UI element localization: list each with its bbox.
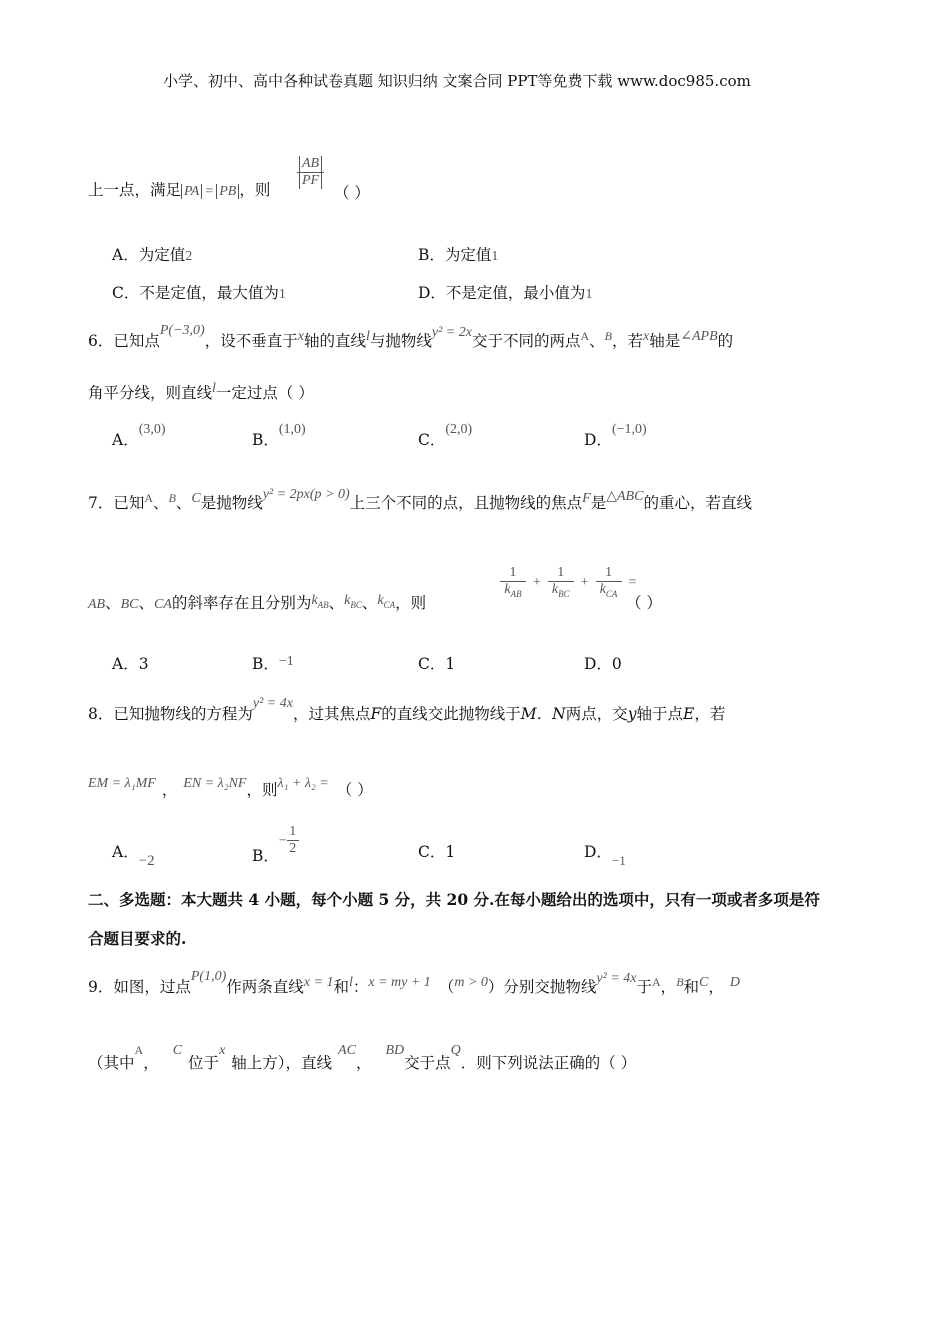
q7-k-ab — [311, 593, 328, 608]
q9-line-eq: x = my + 1 — [368, 975, 431, 990]
q8-opt-b-minus: − — [278, 833, 287, 849]
q9-A2: A — [134, 1043, 144, 1057]
q6-opt-c-label: C． — [418, 431, 446, 449]
q7-option-b — [252, 652, 294, 674]
q7-t6: ，则 — [395, 594, 427, 612]
q8-line1 — [88, 696, 726, 724]
q6-option-c — [418, 422, 473, 450]
q7-CA: CA — [154, 597, 172, 612]
q8-t5: ，若 — [694, 705, 726, 723]
q7-k2: k — [344, 593, 351, 608]
q8-opt-d-label: D． — [584, 843, 612, 861]
page-header: 小学、初中、高中各种试卷真题 知识归纳 文案合同 PPT等免费下载 www.doc985.com — [163, 72, 751, 90]
q6-point-p: P(−3,0) — [159, 323, 205, 338]
q8-line2 — [88, 778, 373, 800]
q7-s5: 、 — [328, 594, 345, 612]
q5-opt-c-val: 1 — [278, 287, 286, 302]
q7-s3: 、 — [105, 594, 121, 612]
q5-eq: = — [205, 184, 214, 199]
q7-frac-1-sub: AB — [510, 588, 522, 599]
q6-sep: 、 — [589, 332, 605, 350]
q9-x2: x — [219, 1043, 226, 1058]
q8-t1: ，过其焦点 — [292, 705, 371, 723]
q9-c3: ， — [143, 1054, 159, 1072]
q7-paren: （ ） — [626, 594, 662, 612]
q7-frac-2-k: k — [551, 582, 559, 597]
q8-eq2: EN = λ₂NF — [183, 776, 247, 791]
q7-equals: = — [628, 574, 637, 590]
q9-l2-e: ．则下列说法正确的（ ） — [460, 1054, 637, 1072]
q6-t4: 交于不同的两点 — [471, 332, 581, 350]
q7-sum-fraction — [500, 565, 636, 599]
q6-opt-a-val: (3,0) — [138, 422, 166, 437]
q9-l: l — [348, 975, 353, 990]
q7-opt-b-label: B． — [252, 655, 279, 673]
q7-k2-sub: BC — [350, 599, 362, 610]
q9-D: D — [729, 975, 741, 990]
section2-title-line1: 二、多选题：本大题共 4 小题，每个小题 5 分，共 20 分.在每小题给出的选项中，只有一项或者多项是符 — [88, 890, 820, 909]
q7-frac-3-num: 1 — [605, 565, 613, 580]
q6-opt-a-label: A． — [112, 431, 139, 449]
q7-plus-2: + — [580, 574, 589, 590]
q7-option-a: A．3 — [112, 655, 149, 673]
q7-frac-1-den — [500, 582, 526, 599]
q7-frac-1 — [500, 565, 526, 599]
q7-A: A — [144, 491, 154, 505]
q5-fraction — [297, 156, 324, 189]
q7-s4: 、 — [138, 594, 155, 612]
q7-frac-2 — [548, 565, 574, 599]
q5-stem-prefix: 上一点，满足 — [88, 181, 182, 199]
q8-t2: 的直线交此抛物线于 — [381, 705, 521, 723]
q8-F: F — [370, 705, 382, 723]
q7-frac-3-den — [596, 582, 622, 599]
q9-l2-b: 位于 — [188, 1054, 220, 1072]
q8-opt-b-num: 1 — [289, 824, 297, 839]
q5-opt-b-val: 1 — [491, 249, 499, 264]
q9-c2: ， — [708, 978, 724, 996]
q7-AB: AB — [88, 597, 106, 612]
q6-opt-d-label: D． — [584, 431, 612, 449]
q9-C: C — [699, 975, 709, 990]
q5-paren: （ ） — [334, 184, 370, 202]
q7-C: C — [191, 491, 201, 506]
q6-opt-d-val: (−1,0) — [611, 422, 647, 437]
q6-opt-b-label: B． — [252, 431, 279, 449]
q7-frac-2-den — [548, 582, 574, 599]
q7-frac-2-sub: BC — [558, 588, 570, 599]
q6-l2: l — [212, 381, 216, 396]
q7-k1: k — [311, 593, 318, 608]
q5-frac-num — [299, 156, 322, 172]
q9-l2-c: 轴上方），直线 — [231, 1054, 333, 1072]
q8-option-a — [112, 840, 155, 869]
q5-frac-num-text: AB — [302, 156, 320, 171]
q5-option-d — [418, 281, 592, 303]
q7-F: F — [582, 491, 591, 506]
q6-x: x — [297, 329, 304, 344]
q6-A: A — [580, 329, 590, 343]
q6-B: B — [604, 329, 612, 343]
q9-B: B — [676, 975, 684, 989]
q5-opt-a-label: A．为定值 — [112, 246, 186, 264]
q9-line2 — [88, 1043, 637, 1073]
q5-option-c — [112, 281, 286, 303]
q6-line2-b: 一定过点（ ） — [215, 384, 314, 402]
q9-t2: 和 — [333, 978, 349, 996]
q8-t3: 两点，交 — [565, 705, 628, 723]
q7-frac-1-num: 1 — [509, 565, 517, 580]
q7-t2: 上三个不同的点，且抛物线的焦点 — [349, 494, 583, 512]
q9-parabola: y² = 4x — [596, 971, 637, 986]
q6-t1: ，设不垂直于 — [204, 332, 298, 350]
q9-AC: AC — [338, 1043, 356, 1058]
q5-stem — [88, 178, 270, 200]
q9-cond-open: （ — [438, 978, 455, 996]
q9-cond: m > 0 — [454, 975, 488, 990]
q5-pa: PA — [184, 184, 200, 199]
q7-t4: 的重心，若直线 — [643, 494, 752, 512]
q6-option-a — [112, 422, 166, 450]
q6-angle: ∠APB — [680, 329, 718, 344]
q8-opt-a-val: −2 — [138, 853, 155, 869]
q9-colon: ： — [352, 978, 369, 996]
q5-pb: PB — [219, 184, 237, 199]
q6-option-d — [584, 422, 647, 450]
q8-MN: M．N — [520, 705, 566, 723]
q5-option-a — [112, 243, 192, 265]
q9-t4: 和 — [683, 978, 700, 996]
q9-t1: 作两条直线 — [226, 978, 304, 996]
q9-Q: Q — [450, 1043, 461, 1058]
q8-opt-b-den: 2 — [289, 841, 297, 856]
q9-l2-d: 交于点 — [404, 1054, 451, 1072]
q8-option-b — [252, 824, 299, 865]
q5-opt-d-val: 1 — [585, 287, 593, 302]
q7-option-c: C．1 — [418, 655, 456, 673]
q5-opt-b-label: B．为定值 — [418, 246, 492, 264]
q9-x1: x = 1 — [303, 975, 334, 990]
q9-l2-a: （其中 — [88, 1054, 135, 1072]
q5-opt-c-label: C．不是定值，最大值为 — [112, 284, 279, 302]
q5-then: ，则 — [239, 181, 271, 199]
q6-x2: x — [643, 329, 650, 344]
section2-title-line2: 合题目要求的. — [88, 929, 187, 948]
q8-y: y — [627, 705, 637, 723]
q8-opt-b-frac — [287, 824, 299, 857]
q9-BD: BD — [385, 1043, 405, 1058]
q7-option-d: D．0 — [584, 655, 622, 673]
q5-frac-den — [299, 173, 322, 189]
q6-opt-b-val: (1,0) — [278, 422, 306, 437]
q9-t3: 于 — [636, 978, 652, 996]
q7-frac-3-k: k — [599, 582, 606, 597]
q6-line2 — [88, 381, 314, 403]
q5-opt-a-val: 2 — [185, 249, 193, 264]
q6-option-b — [252, 422, 306, 450]
q7-t3: 是 — [590, 494, 607, 512]
q7-parabola: y² = 2px(p > 0) — [262, 487, 350, 502]
q7-s1: 、 — [153, 494, 169, 512]
q7-opt-b-val: −1 — [278, 654, 294, 669]
q8-t4: 轴于点 — [636, 705, 683, 723]
q8-option-d — [584, 840, 626, 868]
q5-opt-d-label: D．不是定值，最小值为 — [418, 284, 586, 302]
q7-frac-3 — [596, 565, 622, 599]
q7-frac-1-k: k — [504, 582, 511, 597]
q6-opt-c-val: (2,0) — [445, 422, 473, 437]
q8-num: 8．已知抛物线的方程为 — [88, 705, 253, 723]
q6-t6: 轴是 — [649, 332, 681, 350]
q7-line1 — [88, 487, 752, 513]
q7-k3-sub: CA — [383, 599, 396, 610]
q8-comma: ， — [161, 781, 178, 799]
q6-l: l — [365, 329, 370, 344]
q6-parabola: y² = 2x — [431, 325, 472, 340]
q8-paren: （ ） — [336, 781, 373, 799]
q9-num: 9．如图，过点 — [88, 978, 191, 996]
q7-triangle: △ABC — [606, 489, 644, 504]
q6-t5: ，若 — [611, 332, 643, 350]
q5-abs-pb — [216, 184, 239, 199]
q5-option-b — [418, 243, 498, 265]
q7-line2 — [88, 591, 426, 614]
q9-c1: ， — [660, 978, 677, 996]
q7-BC: BC — [120, 597, 139, 612]
q7-s6: 、 — [361, 594, 378, 612]
q6-num: 6．已知点 — [88, 332, 160, 350]
q9-c4: ， — [355, 1054, 372, 1072]
q8-eq1: EM = λ₁MF — [88, 776, 156, 791]
q8-E: E — [682, 705, 695, 723]
q8-opt-d-val: −1 — [611, 853, 626, 868]
q7-s2: 、 — [175, 494, 192, 512]
q7-frac-3-sub: CA — [605, 588, 618, 599]
q7-k1-sub: AB — [317, 599, 329, 610]
q6-line1 — [88, 323, 734, 351]
q8-sum: λ₁ + λ₂ = — [277, 776, 329, 791]
q9-A: A — [652, 975, 661, 989]
q9-point-p: P(1,0) — [190, 969, 227, 984]
q8-option-c: C．1 — [418, 843, 456, 861]
q6-line2-a: 角平分线，则直线 — [88, 384, 213, 402]
q7-t5: 的斜率存在且分别为 — [171, 594, 312, 612]
q8-parabola: y² = 4x — [252, 696, 293, 711]
q6-t3: 与抛物线 — [369, 332, 432, 350]
q6-t7: 的 — [717, 332, 734, 350]
q7-k-ca — [377, 593, 395, 608]
q8-opt-a-label: A． — [112, 843, 139, 861]
q7-num: 7．已知 — [88, 494, 145, 512]
q7-k-bc — [344, 593, 362, 608]
q7-k3: k — [377, 593, 384, 608]
q5-frac-den-text: PF — [302, 173, 320, 188]
q6-t2: 轴的直线 — [303, 332, 366, 350]
q7-t1: 是抛物线 — [200, 494, 263, 512]
q9-cond-close: ）分别交抛物线 — [487, 978, 597, 996]
q7-frac-2-num: 1 — [557, 565, 565, 580]
q8-t6: ，则 — [246, 781, 278, 799]
q8-opt-b-label: B． — [252, 846, 279, 865]
q9-C2: C — [172, 1043, 183, 1058]
q7-plus-1: + — [532, 574, 541, 590]
q5-abs-pa — [181, 184, 202, 199]
q9-line1 — [88, 969, 741, 997]
q7-B: B — [168, 491, 176, 505]
